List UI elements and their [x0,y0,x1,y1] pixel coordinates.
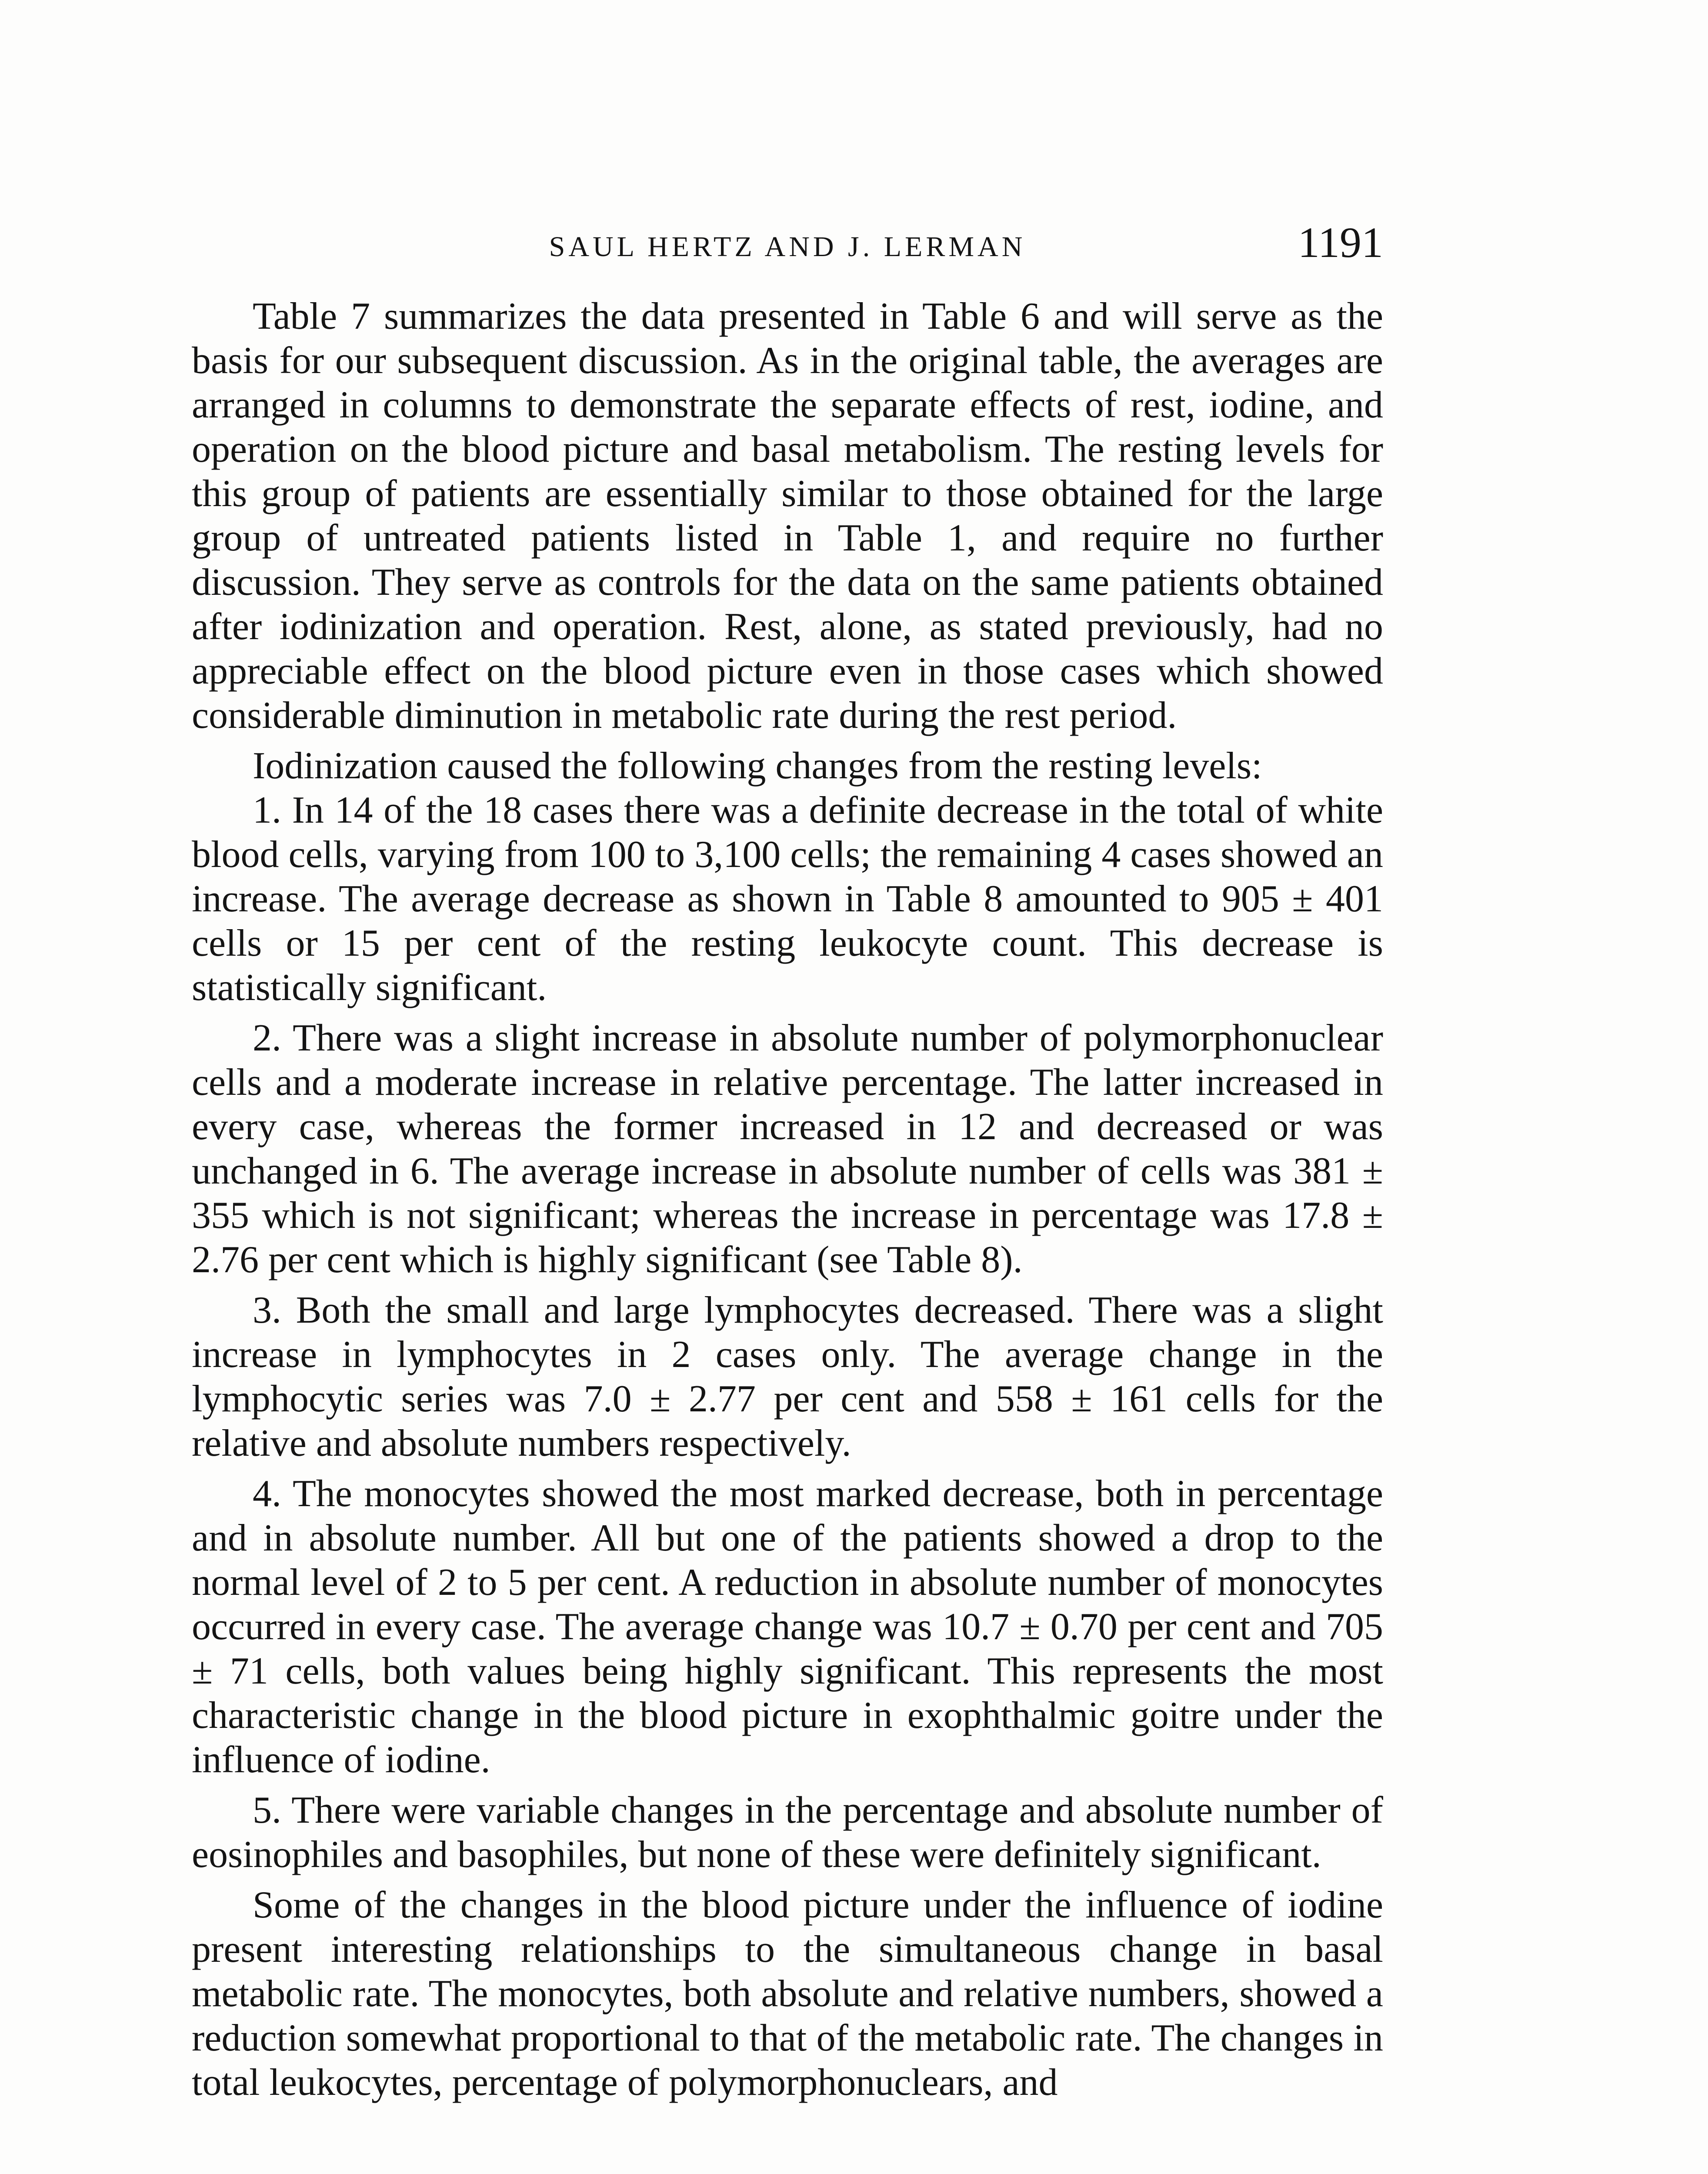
paragraph-item-4-monocytes: 4. The monocytes showed the most marked decrease, both in percentage and in absolute number. All but one of the patients showed a drop to the normal level of 2 to 5 per cent. A reduction in absolute number of monocytes occurred in every case. The average change was 10.7 ± 0.70 per cent and 705 ± 71 cells, both values being highly significant. This represents the most characteristic change in the blood picture in exophthalmic goitre under the influence of iodine. [192,1473,1383,1781]
paragraph-item-5-eosinophiles: 5. There were variable changes in the percentage and absolute number of eosinophiles and basophiles, but none of these were definitely significant. [192,1789,1383,1876]
running-head-authors: SAUL HERTZ AND J. LERMAN [549,231,1026,263]
page-number: 1191 [1298,218,1383,267]
paragraph-item-2-polymorphonuclear: 2. There was a slight increase in absolute number of polymorphonuclear cells and a moderate increase in relative percentage. The latter increased in every case, whereas the former increased in 12 and decreased or was unchanged in 6. The average increase in absolute number of cells was 381 ± 355 which is not significant; whereas the increase in percentage was 17.8 ± 2.76 per cent which is highly significant (see Table 8). [192,1017,1383,1281]
paragraph-table-7-summary: Table 7 summarizes the data presented in Table 6 and will serve as the basis for our subsequent discussion. As in the original table, the averages are arranged in columns to demonstrate the separate effects of rest, iodine, and operation on the blood picture and basal metabolism. The resting levels for this group of patients are essentially similar to those obtained for the large group of untreated patients listed in Table 1, and require no further discussion. They serve as controls for the data on the same patients obtained after iodinization and operation. Rest, alone, as stated previously, had no appreciable effect on the blood picture even in those cases which showed considerable diminution in metabolic rate during the rest period. [192,295,1383,737]
running-head [192,217,1383,265]
body-text [192,294,1383,2105]
paragraph-item-3-lymphocytes: 3. Both the small and large lymphocytes decreased. There was a slight increase in lymphocytes in 2 cases only. The average change in the lymphocytic series was 7.0 ± 2.77 per cent and 558 ± 161 cells for the relative and absolute numbers respectively. [192,1289,1383,1464]
paragraph-metabolic-relationships: Some of the changes in the blood picture under the influence of iodine present interesting relationships to the simultaneous change in basal metabolic rate. The monocytes, both absolute and relative numbers, showed a reduction somewhat proportional to that of the metabolic rate. The changes in total leukocytes, percentage of polymorphonuclears, and [192,1884,1383,2104]
paragraph-item-1-white-cells: 1. In 14 of the 18 cases there was a definite decrease in the total of white blood cells, varying from 100 to 3,100 cells; the remaining 4 cases showed an increase. The average decrease as shown in Table 8 amounted to 905 ± 401 cells or 15 per cent of the resting leukocyte count. This decrease is statistically significant. [192,789,1383,1009]
paragraph-iodinization-intro: Iodinization caused the following changes from the resting levels: [253,745,1262,787]
